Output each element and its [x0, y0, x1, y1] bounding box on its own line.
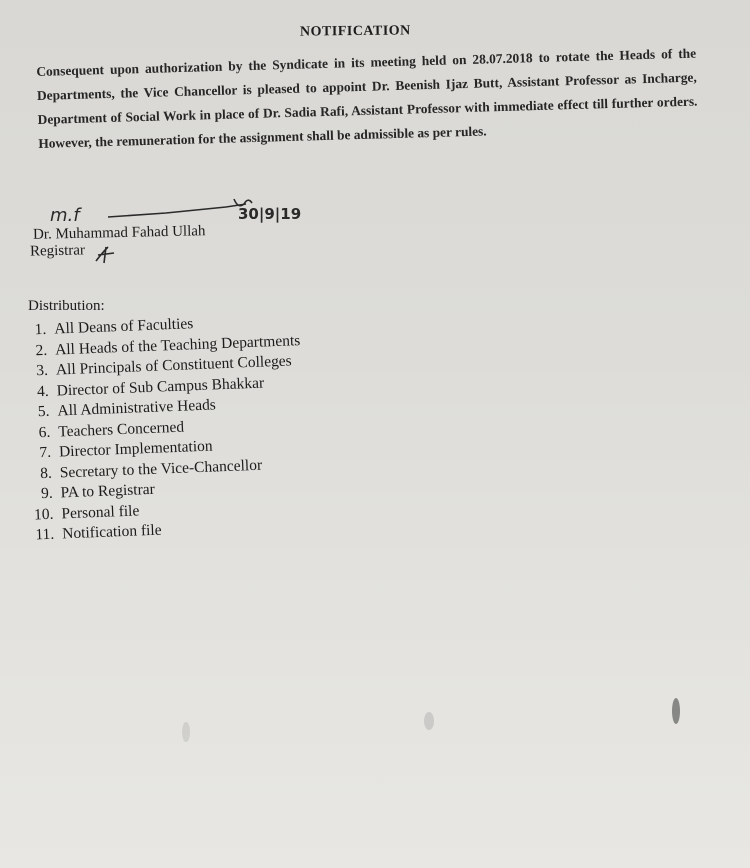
list-item-text: Director of Sub Campus Bhakkar	[56, 374, 265, 399]
list-item-number: 6.	[38, 423, 51, 441]
list-item-text: Notification file	[61, 521, 162, 543]
distribution-list	[16, 310, 308, 546]
list-item-number: 10.	[33, 505, 54, 523]
list-item-text: Director Implementation	[58, 437, 213, 461]
list-item-text: PA to Registrar	[60, 480, 156, 502]
list-item-text: Teachers Concerned	[57, 418, 185, 440]
list-item-text: All Heads of the Teaching Departments	[54, 331, 301, 359]
list-item-number: 8.	[39, 464, 53, 482]
signature-initials: m.f	[50, 205, 80, 226]
list-item-text: Personal file	[61, 501, 140, 522]
signature-date: 30|9|19	[238, 205, 302, 223]
distribution-label: Distribution:	[28, 298, 105, 314]
list-item-number: 7.	[39, 443, 52, 462]
signatory-name: Dr. Muhammad Fahad Ullah	[32, 223, 206, 243]
list-item-text: All Principals of Constituent Colleges	[55, 352, 293, 379]
list-item-number: 11.	[35, 525, 55, 544]
paper-smudge	[672, 698, 680, 724]
signatory-designation: Registrar	[29, 242, 86, 260]
document-title: NOTIFICATION	[299, 23, 411, 40]
paper-smudge	[182, 722, 190, 742]
list-item-number: 5.	[37, 402, 50, 421]
list-item-number: 2.	[35, 341, 48, 359]
paper-smudge	[424, 712, 434, 730]
notification-body: Consequent upon authorization by the Syndicate in its meeting held on 28.07.2018 to rotate the Heads of the Departments, the Vice Chancellor is pleased to appoint Dr. Beenish Ijaz Butt, Assistant Professor as Incharge, Department of Social Work in place of Dr. Sadia Rafi, Assistant Professor with immediate effect till further orders. However, the remuneration for the assignment shall be admissible as per rules.	[36, 45, 698, 151]
list-item-number: 4.	[36, 382, 50, 400]
list-item-text: All Deans of Faculties	[54, 315, 194, 338]
list-item-text: Secretary to the Vice-Chancellor	[59, 456, 263, 481]
list-item-number: 1.	[34, 320, 47, 339]
list-item-number: 9.	[40, 484, 53, 503]
registrar-initial-mark	[92, 243, 118, 267]
list-item-text: All Administrative Heads	[57, 396, 217, 420]
top-edge-mark	[522, 0, 642, 12]
list-item-number: 3.	[35, 361, 49, 380]
